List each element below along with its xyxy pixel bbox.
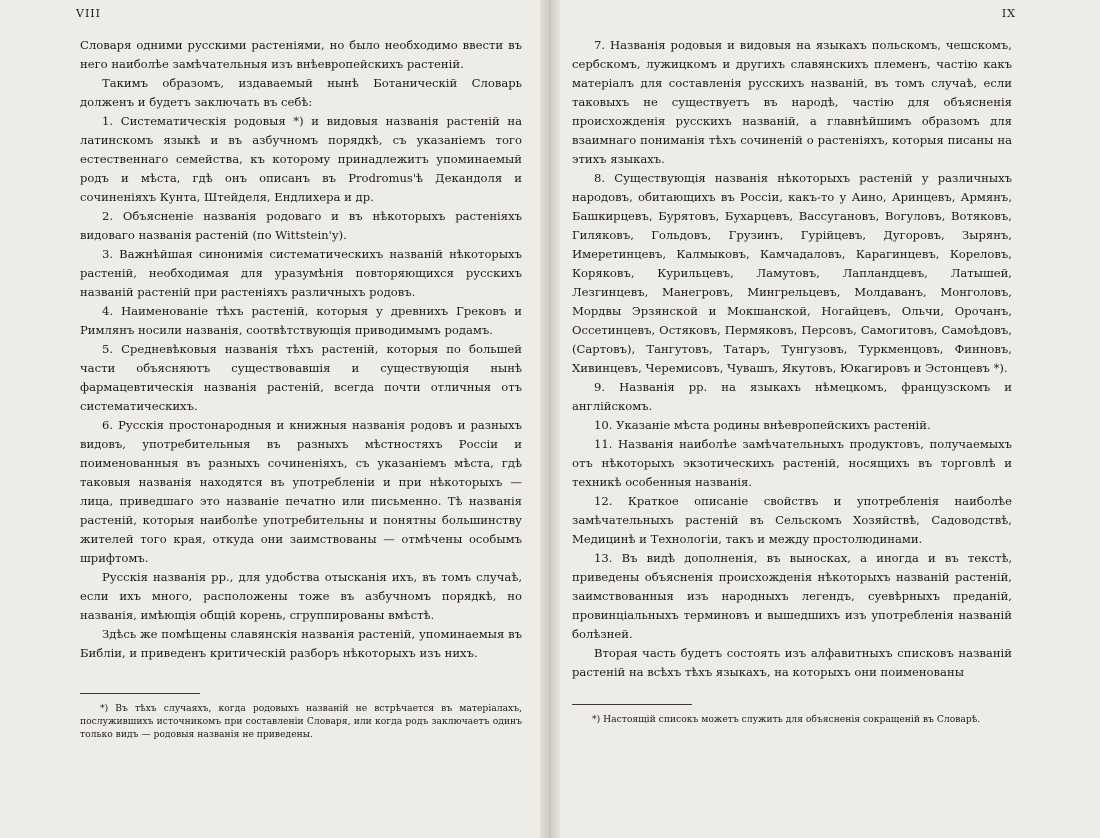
page-number: VIII — [76, 7, 101, 20]
paragraph: 9. Названія рр. на языкахъ нѣмецкомъ, французскомъ и англійскомъ. — [572, 380, 1012, 413]
paragraph: 12. Краткое описаніе свойствъ и употребленія наиболѣе замѣчательныхъ растеній въ Сельскомъ Хозяйствѣ, Садоводствѣ, Медицинѣ и Технологіи, такъ и между простолюдинами. — [572, 494, 1012, 546]
footnote-divider — [572, 704, 692, 705]
right-page — [552, 0, 1100, 838]
paragraph: 7. Названія родовыя и видовыя на языкахъ польскомъ, чешскомъ, сербскомъ, лужицкомъ и другихъ славянскихъ племенъ, частію какъ матеріалъ для составленія русскихъ названій, въ томъ случаѣ, если таковыхъ не существуетъ въ народѣ, частію для объясненія происхожденія русскихъ названій, а главнѣйшимъ образомъ для взаимнаго пониманія тѣхъ сочиненій о растеніяхъ, которыя писаны на этихъ языкахъ. — [572, 38, 1012, 166]
footnote — [80, 702, 522, 741]
page-body — [572, 36, 1012, 682]
footnote-text: *) Въ тѣхъ случаяхъ, когда родовыхъ названій не встрѣчается въ матеріалахъ, послужившихъ источникомъ при составленіи Словаря, или когда родъ заключаетъ одинъ только видъ — родовыя названія не приведены. — [80, 703, 522, 740]
paragraph: Русскія названія рр., для удобства отысканія ихъ, въ томъ случаѣ, если ихъ много, расположены тоже въ азбучномъ порядкѣ, но названія, имѣющія общій корень, сгруппированы вмѣстѣ. — [80, 570, 522, 622]
left-page — [0, 0, 548, 838]
paragraph: 3. Важнѣйшая синонимія систематическихъ названій нѣкоторыхъ растеній, необходимая для уразумѣнія повторяющихся русскихъ названій растеній при растеніяхъ различныхъ родовъ. — [80, 247, 522, 299]
paragraph: 2. Объясненіе названія родоваго и въ нѣкоторыхъ растеніяхъ видоваго названія растеній (по Wittstein'у). — [80, 209, 522, 242]
paragraph: Словаря одними русскими растеніями, но было необходимо ввести въ него наиболѣе замѣчательныя изъ внѣевропейскихъ растеній. — [80, 38, 522, 71]
paragraph: 8. Существующія названія нѣкоторыхъ растеній у различныхъ народовъ, обитающихъ въ Россіи, какъ-то у Аино, Аринцевъ, Армянъ, Башкирцевъ, Бурятовъ, Бухарцевъ, Вассугановъ, Вогуловъ, Вотяковъ, Гиляковъ, Гольдовъ, Грузинъ, Гурійцевъ, Дугоровъ, Зырянъ, Имеретинцевъ, Калмыковъ, Камчадаловъ, Карагинцевъ, Кореловъ, Коряковъ, Курильцевъ, Ламутовъ, Лапландцевъ, Латышей, Лезгинцевъ, Манегровъ, Мингрельцевъ, Молдаванъ, Монголовъ, Мордвы Эрзянской и Мокшанской, Ногайцевъ, Ольчи, Орочанъ, Оссетинцевъ, Остяковъ, Пермяковъ, Персовъ, Самогитовъ, Самоѣдовъ, (Сартовъ), Тангутовъ, Татаръ, Тунгузовъ, Туркменцовъ, Финновъ, Хивинцевъ, Черемисовъ, Чувашъ, Якутовъ, Юкагировъ и Эстонцевъ *). — [572, 171, 1012, 375]
paragraph: 5. Средневѣковыя названія тѣхъ растеній, которыя по большей части объясняютъ существовавшія и существующія нынѣ фармацевтическія названія растеній, всегда почти отличныя отъ систематическихъ. — [80, 342, 522, 413]
paragraph: Вторая часть будетъ состоять изъ алфавитныхъ списковъ названій растеній на всѣхъ тѣхъ языкахъ, на которыхъ они поименованы — [572, 646, 1012, 679]
page-body — [80, 36, 522, 663]
paragraph: 6. Русскія простонародныя и книжныя названія родовъ и разныхъ видовъ, употребительныя въ разныхъ мѣстностяхъ Россіи и поименованныя въ разныхъ сочиненіяхъ, съ указаніемъ мѣста, гдѣ таковыя названія находятся въ употребленіи и при нѣкоторыхъ — лица, приведшаго это названіе печатно или письменно. Тѣ названія растеній, которыя наиболѣе употребительны и понятны большинству жителей того края, откуда они заимствованы — отмѣчены особымъ шрифтомъ. — [80, 418, 522, 565]
paragraph: 11. Названія наиболѣе замѣчательныхъ продуктовъ, получаемыхъ отъ нѣкоторыхъ экзотическихъ растеній, носящихъ въ торговлѣ и техникѣ особенныя названія. — [572, 437, 1012, 489]
footnote-text: *) Настоящій списокъ можетъ служить для объясненія сокращеній въ Словарѣ. — [592, 714, 981, 725]
paragraph: 10. Указаніе мѣста родины внѣевропейскихъ растеній. — [594, 418, 931, 432]
page-number: IX — [1001, 7, 1016, 20]
paragraph: 1. Систематическія родовыя *) и видовыя названія растеній на латинскомъ языкѣ и въ азбучномъ порядкѣ, съ указаніемъ того естественнаго семейства, къ которому принадлежитъ упоминаемый родъ и мѣста, гдѣ онъ описанъ въ Prodromus'ѣ Декандоля и сочиненіяхъ Кунта, Штейделя, Ендлихера и др. — [80, 114, 522, 204]
footnote — [572, 713, 1012, 726]
paragraph: Здѣсь же помѣщены славянскія названія растеній, упоминаемыя въ Библіи, и приведенъ критическій разборъ нѣкоторыхъ изъ нихъ. — [80, 627, 522, 660]
paragraph: 4. Наименованіе тѣхъ растеній, которыя у древнихъ Грековъ и Римлянъ носили названія, соотвѣтствующія приводимымъ родамъ. — [80, 304, 522, 337]
paragraph: 13. Въ видѣ дополненія, въ выносках, а иногда и въ текстѣ, приведены объясненія происхожденія нѣкоторыхъ названій растеній, заимствованныя изъ народныхъ легендъ, суевѣрныхъ преданій, провинціальныхъ терминовъ и вышедшихъ изъ употребленія названій болѣзней. — [572, 551, 1012, 641]
paragraph: Такимъ образомъ, издаваемый нынѣ Ботаническій Словарь долженъ и будетъ заключать въ себѣ: — [80, 76, 522, 109]
footnote-divider — [80, 693, 200, 694]
